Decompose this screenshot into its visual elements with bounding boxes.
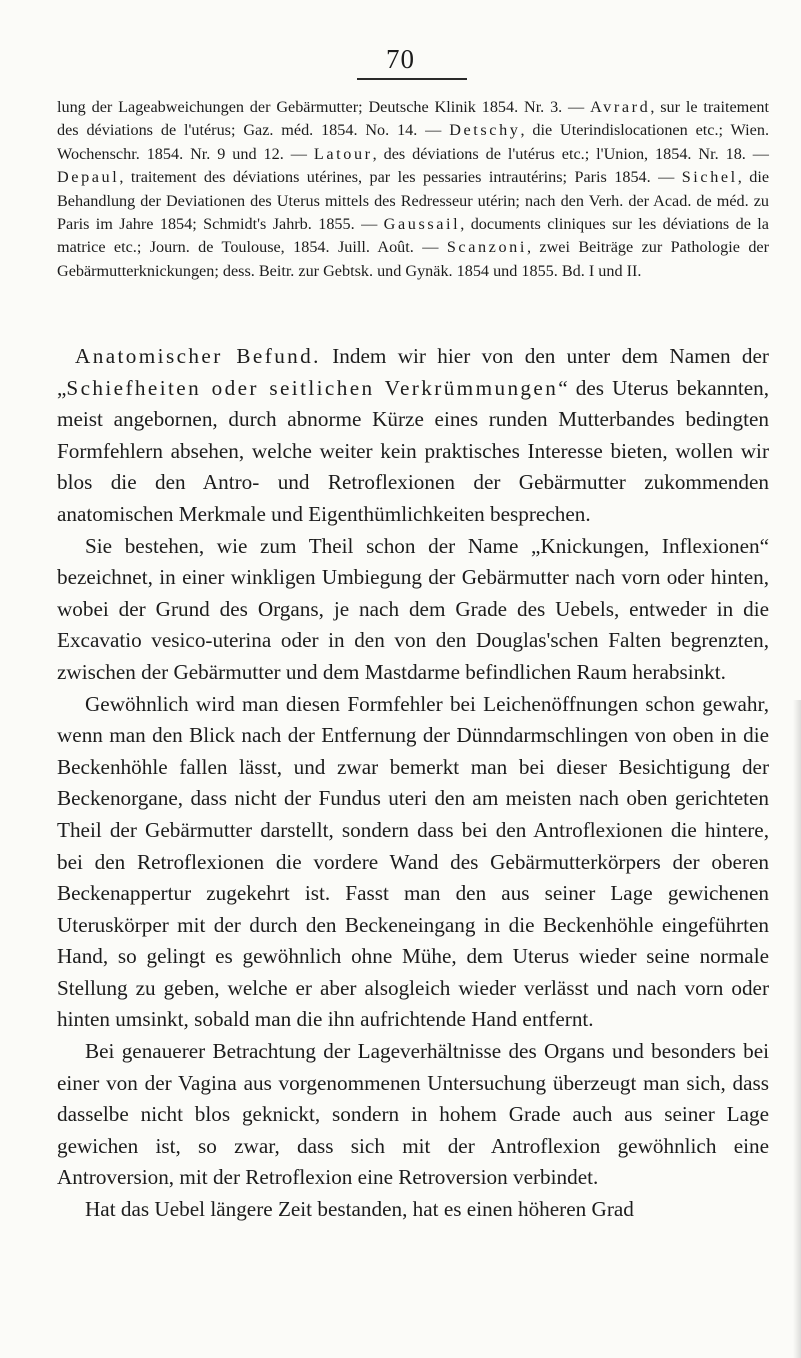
reference-text: , documents cliniques sur les déviations de la matrice etc.; Journ. de Toulouse, 1854. Juill. Août. —	[57, 215, 769, 257]
reference-text: lung der Lageabweichungen der Gebärmutter; Deutsche Klinik 1854. Nr. 3. —	[57, 98, 591, 116]
page-number: 70	[386, 44, 415, 74]
page-edge-shadow	[793, 700, 801, 1358]
reference-author: Latour	[313, 144, 373, 163]
main-text	[57, 341, 769, 1226]
reference-text: , traitement des déviations utérines, par les pessaries intrautérins; Paris 1854. —	[119, 168, 682, 187]
reference-author: Scanzoni	[446, 238, 527, 257]
paragraph-uebel: Hat das Uebel längere Zeit bestanden, hat es einen höheren Grad	[85, 1197, 634, 1222]
paragraph-knickungen: Sie bestehen, wie zum Theil schon der Name „Knickungen, Inflexionen“ bezeichnet, in einer winkligen Umbiegung der Gebärmutter nach vorn oder hinten, wobei der Grund des Organs, je nach dem Grade des Uebels, entweder in die Excavatio vesico-uterina oder in den von den Douglas'schen Falten begrenzten, zwischen der Gebärmutter und dem Mastdarme befindlichen Raum herabsinkt.	[57, 533, 769, 684]
paragraph-text: “ des Uterus bekannten, meist angebornen, durch abnorme Kürze eines runden Mutterbandes bedingten Formfehlern absehen, welche weiter kein praktisches Interesse bieten, wollen wir blos die den Antro- und Retroflexionen der Gebärmutter zukommenden anatomischen Merkmale und Eigenthümlichkeiten besprechen.	[57, 375, 770, 526]
section-heading: Anatomischer Befund.	[75, 344, 321, 368]
reference-text: , sur le traitement des déviations de l'utérus; Gaz. méd. 1854. No. 14. —	[57, 98, 769, 140]
emphasized-term: Schiefheiten oder seitlichen Verkrümmungen	[66, 375, 559, 400]
reference-author: Depaul	[57, 168, 120, 187]
reference-text: , die Behandlung der Deviationen des Uterus mittels des Redresseur utérin; nach den Verh. der Acad. de méd. zu Paris im Jahre 1854; Schmidt's Jahrb. 1855. —	[57, 168, 770, 234]
paragraph-lageverhaeltnisse: Bei genauerer Betrachtung der Lageverhältnisse des Organs und besonders bei einer von der Vagina aus vorgenommenen Untersuchung überzeugt man sich, dass dasselbe nicht blos geknickt, sondern in hohem Grade auch aus seiner Lage gewichen ist, so zwar, dass sich mit der Antroflexion gewöhnlich eine Antroversion, mit der Retroflexion eine Retroversion verbindet.	[57, 1039, 769, 1190]
reference-text: , zwei Beiträge zur Pathologie der Gebärmutterknickungen; dess. Beitr. zur Gebtsk. und Gynäk. 1854 und 1855. Bd. I und II.	[57, 238, 769, 280]
reference-text: , des déviations de l'utérus etc.; l'Union, 1854. Nr. 18. —	[372, 144, 769, 163]
paragraph-anatomischer-befund	[57, 341, 769, 531]
reference-author: Detschy	[449, 121, 521, 140]
paragraph-leichenoeffnungen: Gewöhnlich wird man diesen Formfehler bei Leichenöffnungen schon gewahr, wenn man den Blick nach der Entfernung der Dünndarmschlingen von oben in die Beckenhöhle fallen lässt, und zwar bemerkt man bei dieser Besichtigung der Beckenorgane, dass nicht der Fundus uteri den am meisten nach oben gerichteten Theil der Gebärmutter darstellt, sondern dass bei den Antroflexionen die hintere, bei den Retroflexionen die vordere Wand des Gebärmutterkörpers der oberen Beckenappertur zugekehrt ist. Fasst man den aus seiner Lage gewichenen Uteruskörper mit der durch den Beckeneingang in die Beckenhöhle eingeführten Hand, so gelingt es gewöhnlich ohne Mühe, dem Uterus wieder seine normale Stellung zu geben, welche er aber alsogleich wieder verlässt und nach vorn oder hinten umsinkt, sobald man die ihn aufrichtende Hand entfernt.	[57, 691, 769, 1032]
reference-author: Gaussail	[383, 215, 461, 234]
reference-author: Avrard	[590, 98, 651, 116]
references-paragraph	[57, 96, 769, 283]
reference-text: , die Uterindislocationen etc.; Wien. Wochenschr. 1854. Nr. 9 und 12. —	[57, 121, 770, 163]
reference-author: Sichel	[681, 168, 738, 187]
references-block	[57, 96, 769, 283]
page-number-rule	[357, 78, 467, 80]
paragraph-text: Indem wir hier von den unter dem Namen der „	[57, 344, 769, 400]
